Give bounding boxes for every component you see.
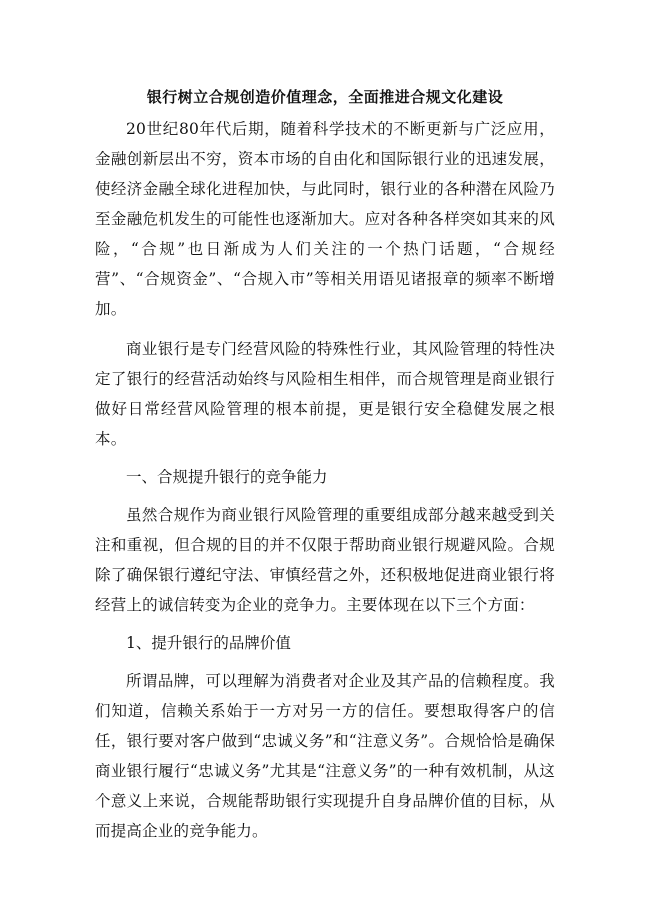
paragraph-intro: 20世纪80年代后期，随着科学技术的不断更新与广泛应用，金融创新层出不穷，资本市场的自由化和国际银行业的迅速发展，使经济金融全球化进程加快，与此同时，银行业的各种潜在风险乃至金融危机发生的可能性也逐渐加大。应对各种各样突如其来的风险，“合规”也日渐成为人们关注的一个热门话题，“合规经营”、“合规资金”、“合规入市”等相关用语见诸报章的频率不断增加。 [95, 120, 555, 318]
section-heading-competitiveness: 一、合规提升银行的竞争能力 [126, 468, 328, 486]
document-title: 银行树立合规创造价值理念，全面推进合规文化建设 [146, 88, 504, 106]
document-page [95, 86, 555, 846]
subsection-heading-brand-value: 1、提升银行的品牌价值 [126, 634, 291, 652]
paragraph-risk-management: 商业银行是专门经营风险的特殊性行业，其风险管理的特性决定了银行的经营活动始终与风险相生相伴，而合规管理是商业银行做好日常经营风险管理的根本前提，更是银行安全稳健发展之根本。 [95, 340, 555, 448]
paragraph-compliance-purpose: 虽然合规作为商业银行风险管理的重要组成部分越来越受到关注和重视，但合规的目的并不仅限于帮助商业银行规避风险。合规除了确保银行遵纪守法、审慎经营之外，还积极地促进商业银行将经营上的诚信转变为企业的竞争力。主要体现在以下三个方面： [95, 506, 555, 614]
paragraph-brand: 所谓品牌，可以理解为消费者对企业及其产品的信赖程度。我们知道，信赖关系始于一方对另一方的信任。要想取得客户的信任，银行要对客户做到“忠诚义务”和“注意义务”。合规恰恰是确保商业银行履行“忠诚义务”尤其是“注意义务”的一种有效机制，从这个意义上来说，合规能帮助银行实现提升自身品牌价值的目标，从而提高企业的竞争能力。 [95, 672, 555, 840]
